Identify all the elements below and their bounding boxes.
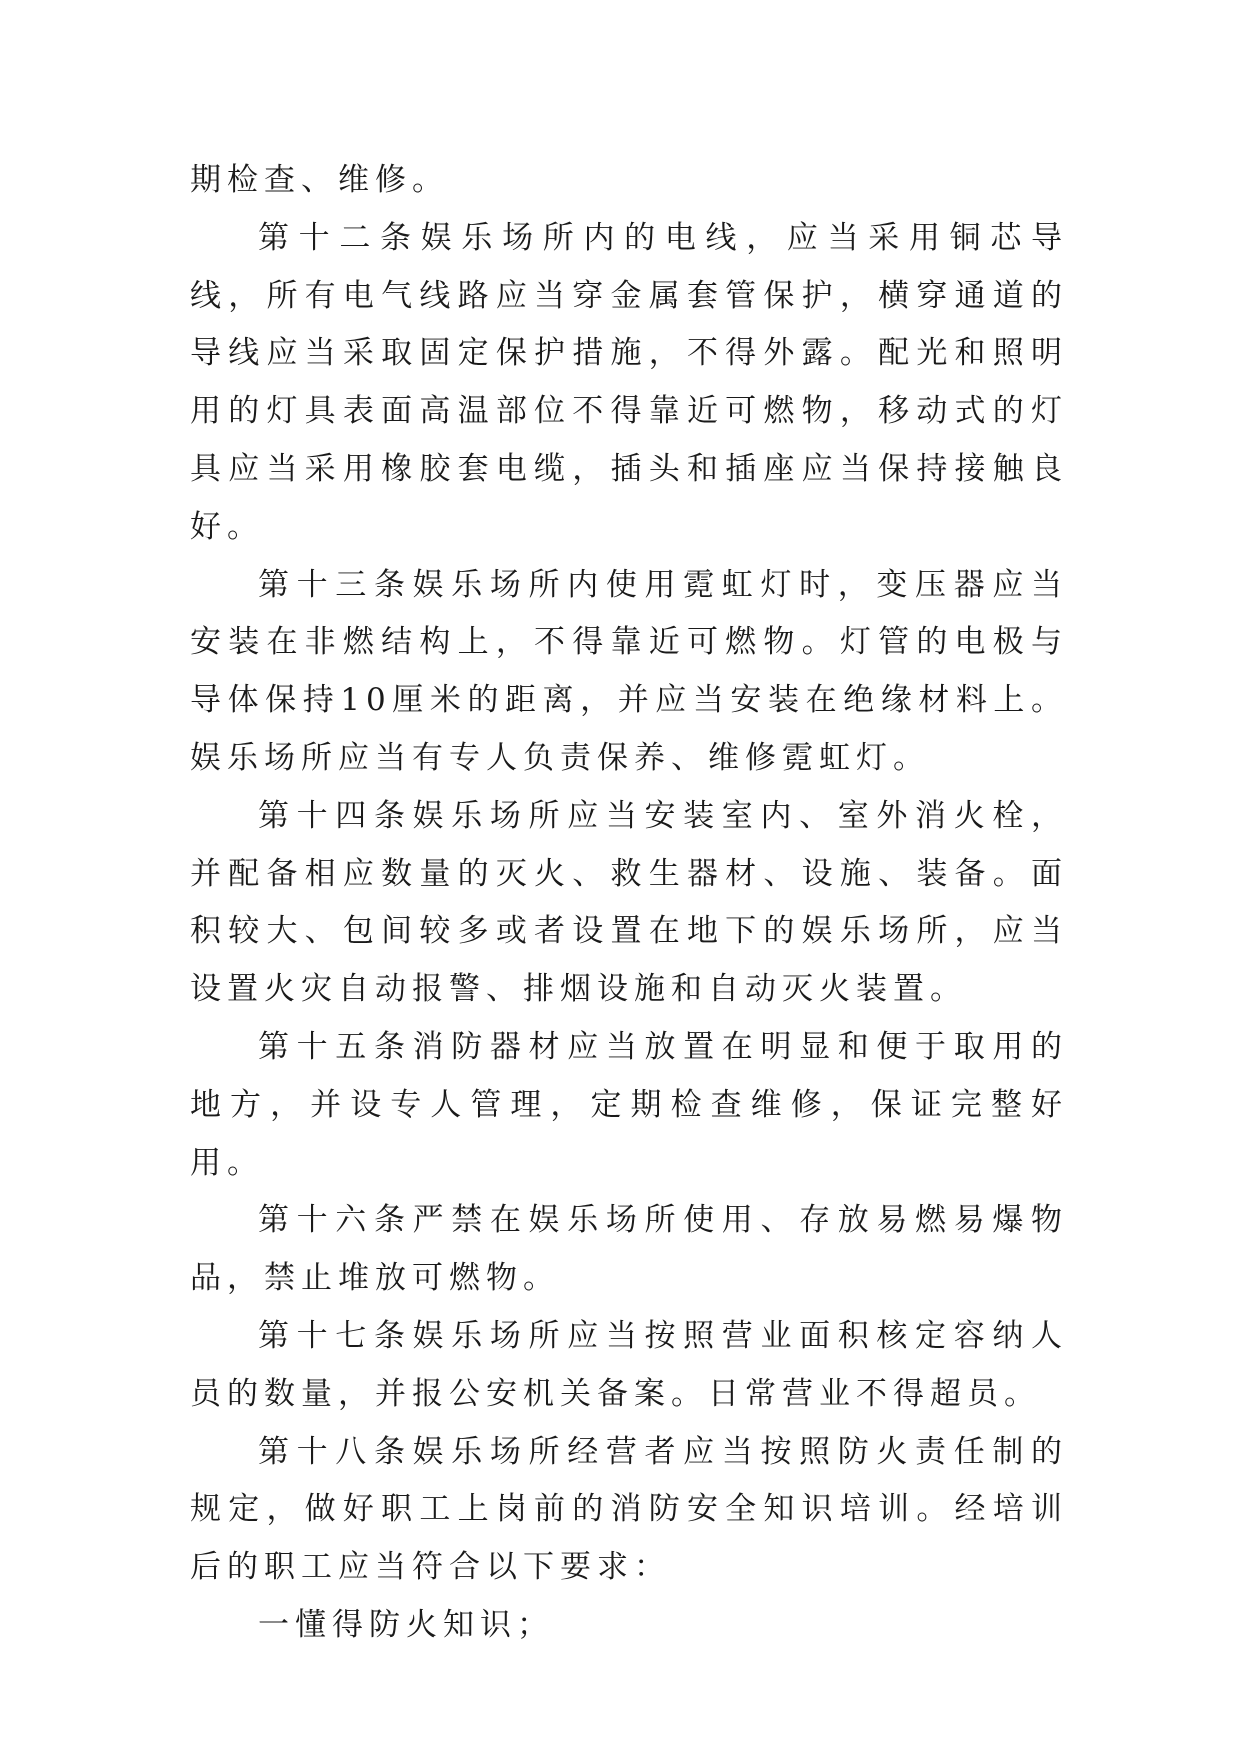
paragraph-article-14: 第十四条娱乐场所应当安装室内、室外消火栓，并配备相应数量的灭火、救生器材、设施、装备。面积较大、包间较多或者设置在地下的娱乐场所，应当设置火灾自动报警、排烟设施和自动灭火装置。 xyxy=(190,797,1068,1008)
paragraph-article-13: 第十三条娱乐场所内使用霓虹灯时，变压器应当安装在非燃结构上，不得靠近可燃物。灯管的电极与导体保持10厘米的距离，并应当安装在绝缘材料上。娱乐场所应当有专人负责保养、维修霓虹灯。 xyxy=(190,566,1068,776)
paragraph-article-12: 第十二条娱乐场所内的电线，应当采用铜芯导线，所有电气线路应当穿金属套管保护，横穿通道的导线应当采取固定保护措施，不得外露。配光和照明用的灯具表面高温部位不得靠近可燃物，移动式的灯具应当采用橡胶套电缆，插头和插座应当保持接触良好。 xyxy=(190,219,1068,545)
paragraph-article-16: 第十六条严禁在娱乐场所使用、存放易燃易爆物品，禁止堆放可燃物。 xyxy=(190,1202,1068,1297)
paragraph-continuation: 期检查、维修。 xyxy=(190,162,449,198)
paragraph-article-18-item-1: 一懂得防火知识； xyxy=(258,1606,554,1643)
body-text xyxy=(190,152,1068,1655)
paragraph-article-17: 第十七条娱乐场所应当按照营业面积核定容纳人员的数量，并报公安机关备案。日常营业不得超员。 xyxy=(190,1317,1068,1412)
paragraph-article-15: 第十五条消防器材应当放置在明显和便于取用的地方，并设专人管理，定期检查维修，保证完整好用。 xyxy=(190,1028,1068,1181)
paragraph-article-18: 第十八条娱乐场所经营者应当按照防火责任制的规定，做好职工上岗前的消防安全知识培训。经培训后的职工应当符合以下要求： xyxy=(190,1433,1068,1586)
